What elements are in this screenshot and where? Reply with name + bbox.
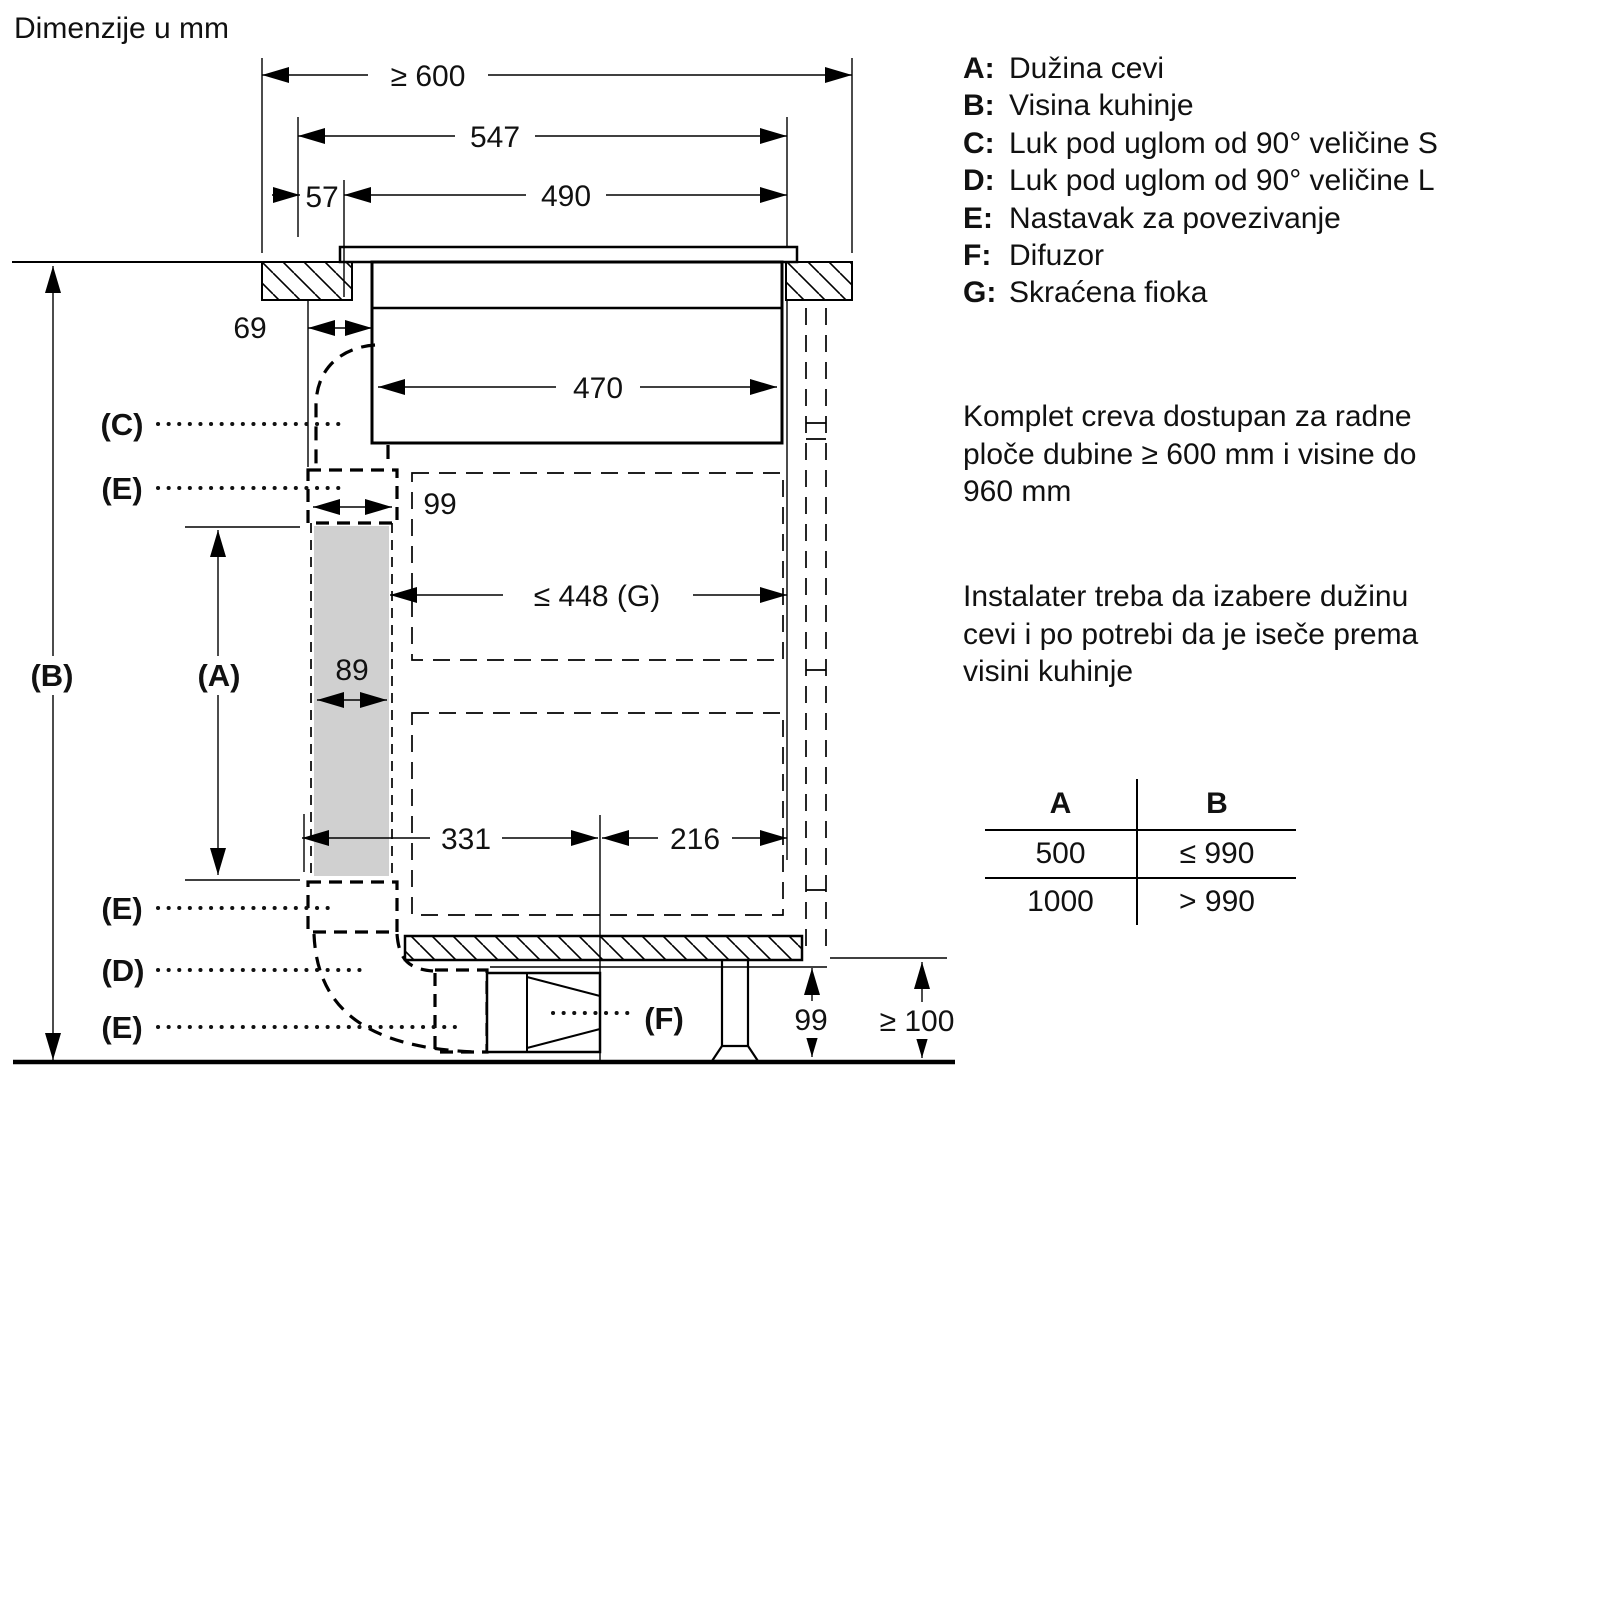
table-header-b: B bbox=[1136, 779, 1296, 831]
hob-unit bbox=[340, 247, 797, 443]
table-cell: 500 bbox=[985, 831, 1136, 879]
exhaust-duct bbox=[311, 523, 392, 879]
table-cell: 1000 bbox=[1027, 885, 1094, 918]
dim-worktop-depth: ≥ 600 bbox=[390, 60, 466, 93]
installation-diagram bbox=[0, 0, 1000, 1100]
dim-glass-width: 547 bbox=[469, 121, 521, 154]
table-cell: ≤ 990 bbox=[1136, 831, 1296, 879]
label-b: (B) bbox=[30, 658, 74, 693]
dim-cutout-width: 490 bbox=[540, 180, 592, 213]
drawer-shortened bbox=[412, 473, 783, 660]
label-f: (F) bbox=[644, 1001, 684, 1036]
text-backplates bbox=[23, 59, 970, 1039]
dim-floor-clearance: ≥ 100 bbox=[879, 1005, 955, 1038]
table-header-row bbox=[985, 779, 1296, 831]
legend-item-g: G: Skraćena fioka bbox=[963, 276, 1208, 310]
legend bbox=[963, 50, 1438, 312]
dim-duct-front: 331 bbox=[440, 823, 492, 856]
dim-body-width: 470 bbox=[572, 372, 624, 405]
extension-lines bbox=[185, 58, 852, 880]
bend-c bbox=[316, 345, 375, 466]
connector-top bbox=[308, 470, 397, 523]
dim-front-offset: 57 bbox=[305, 181, 339, 214]
pipe-length-table bbox=[985, 779, 1296, 925]
table-cell: > 990 bbox=[1136, 879, 1296, 925]
table-row bbox=[985, 831, 1296, 879]
label-e-bottom: (E) bbox=[101, 1010, 143, 1045]
cabinet-leg bbox=[712, 960, 758, 1061]
drawer-lower bbox=[412, 713, 783, 915]
dim-drawer-depth: ≤ 448 (G) bbox=[533, 580, 661, 613]
connector-bottom bbox=[435, 970, 487, 1052]
legend-item-c: C: Luk pod uglom od 90° veličine S bbox=[963, 126, 1438, 160]
label-e-top: (E) bbox=[101, 471, 143, 506]
cabinet-base-panel bbox=[405, 936, 802, 960]
page-title: Dimenzije u mm bbox=[14, 12, 230, 45]
label-e-mid: (E) bbox=[101, 891, 143, 926]
dim-plinth-height: 99 bbox=[794, 1004, 828, 1037]
legend-item-d: D: Luk pod uglom od 90° veličine L bbox=[963, 164, 1435, 198]
dimension-lines bbox=[53, 75, 922, 1060]
legend-item-b: B: Visina kuhinje bbox=[963, 89, 1194, 123]
dim-side-inset: 69 bbox=[233, 312, 267, 345]
note-hose-kit: Komplet creva dostupan za radne ploče dubine ≥ 600 mm i visine do 960 mm bbox=[963, 400, 1417, 508]
legend-item-e: E: Nastavak za povezivanje bbox=[963, 201, 1341, 235]
table-row bbox=[985, 879, 1296, 925]
dim-duct-back: 216 bbox=[669, 823, 721, 856]
note-installer: Instalater treba da izabere dužinu cevi i po potrebi da je iseče prema visini kuhinje bbox=[963, 580, 1419, 688]
label-d: (D) bbox=[101, 953, 145, 988]
dim-connector-width: 99 bbox=[423, 488, 457, 521]
label-a: (A) bbox=[197, 658, 241, 693]
connector-mid bbox=[308, 882, 397, 932]
label-c: (C) bbox=[100, 407, 144, 442]
dim-duct-width: 89 bbox=[335, 654, 369, 687]
legend-item-a: A: Dužina cevi bbox=[963, 52, 1165, 85]
table-header-a: A bbox=[985, 779, 1136, 831]
legend-item-f: F: Difuzor bbox=[963, 239, 1105, 273]
